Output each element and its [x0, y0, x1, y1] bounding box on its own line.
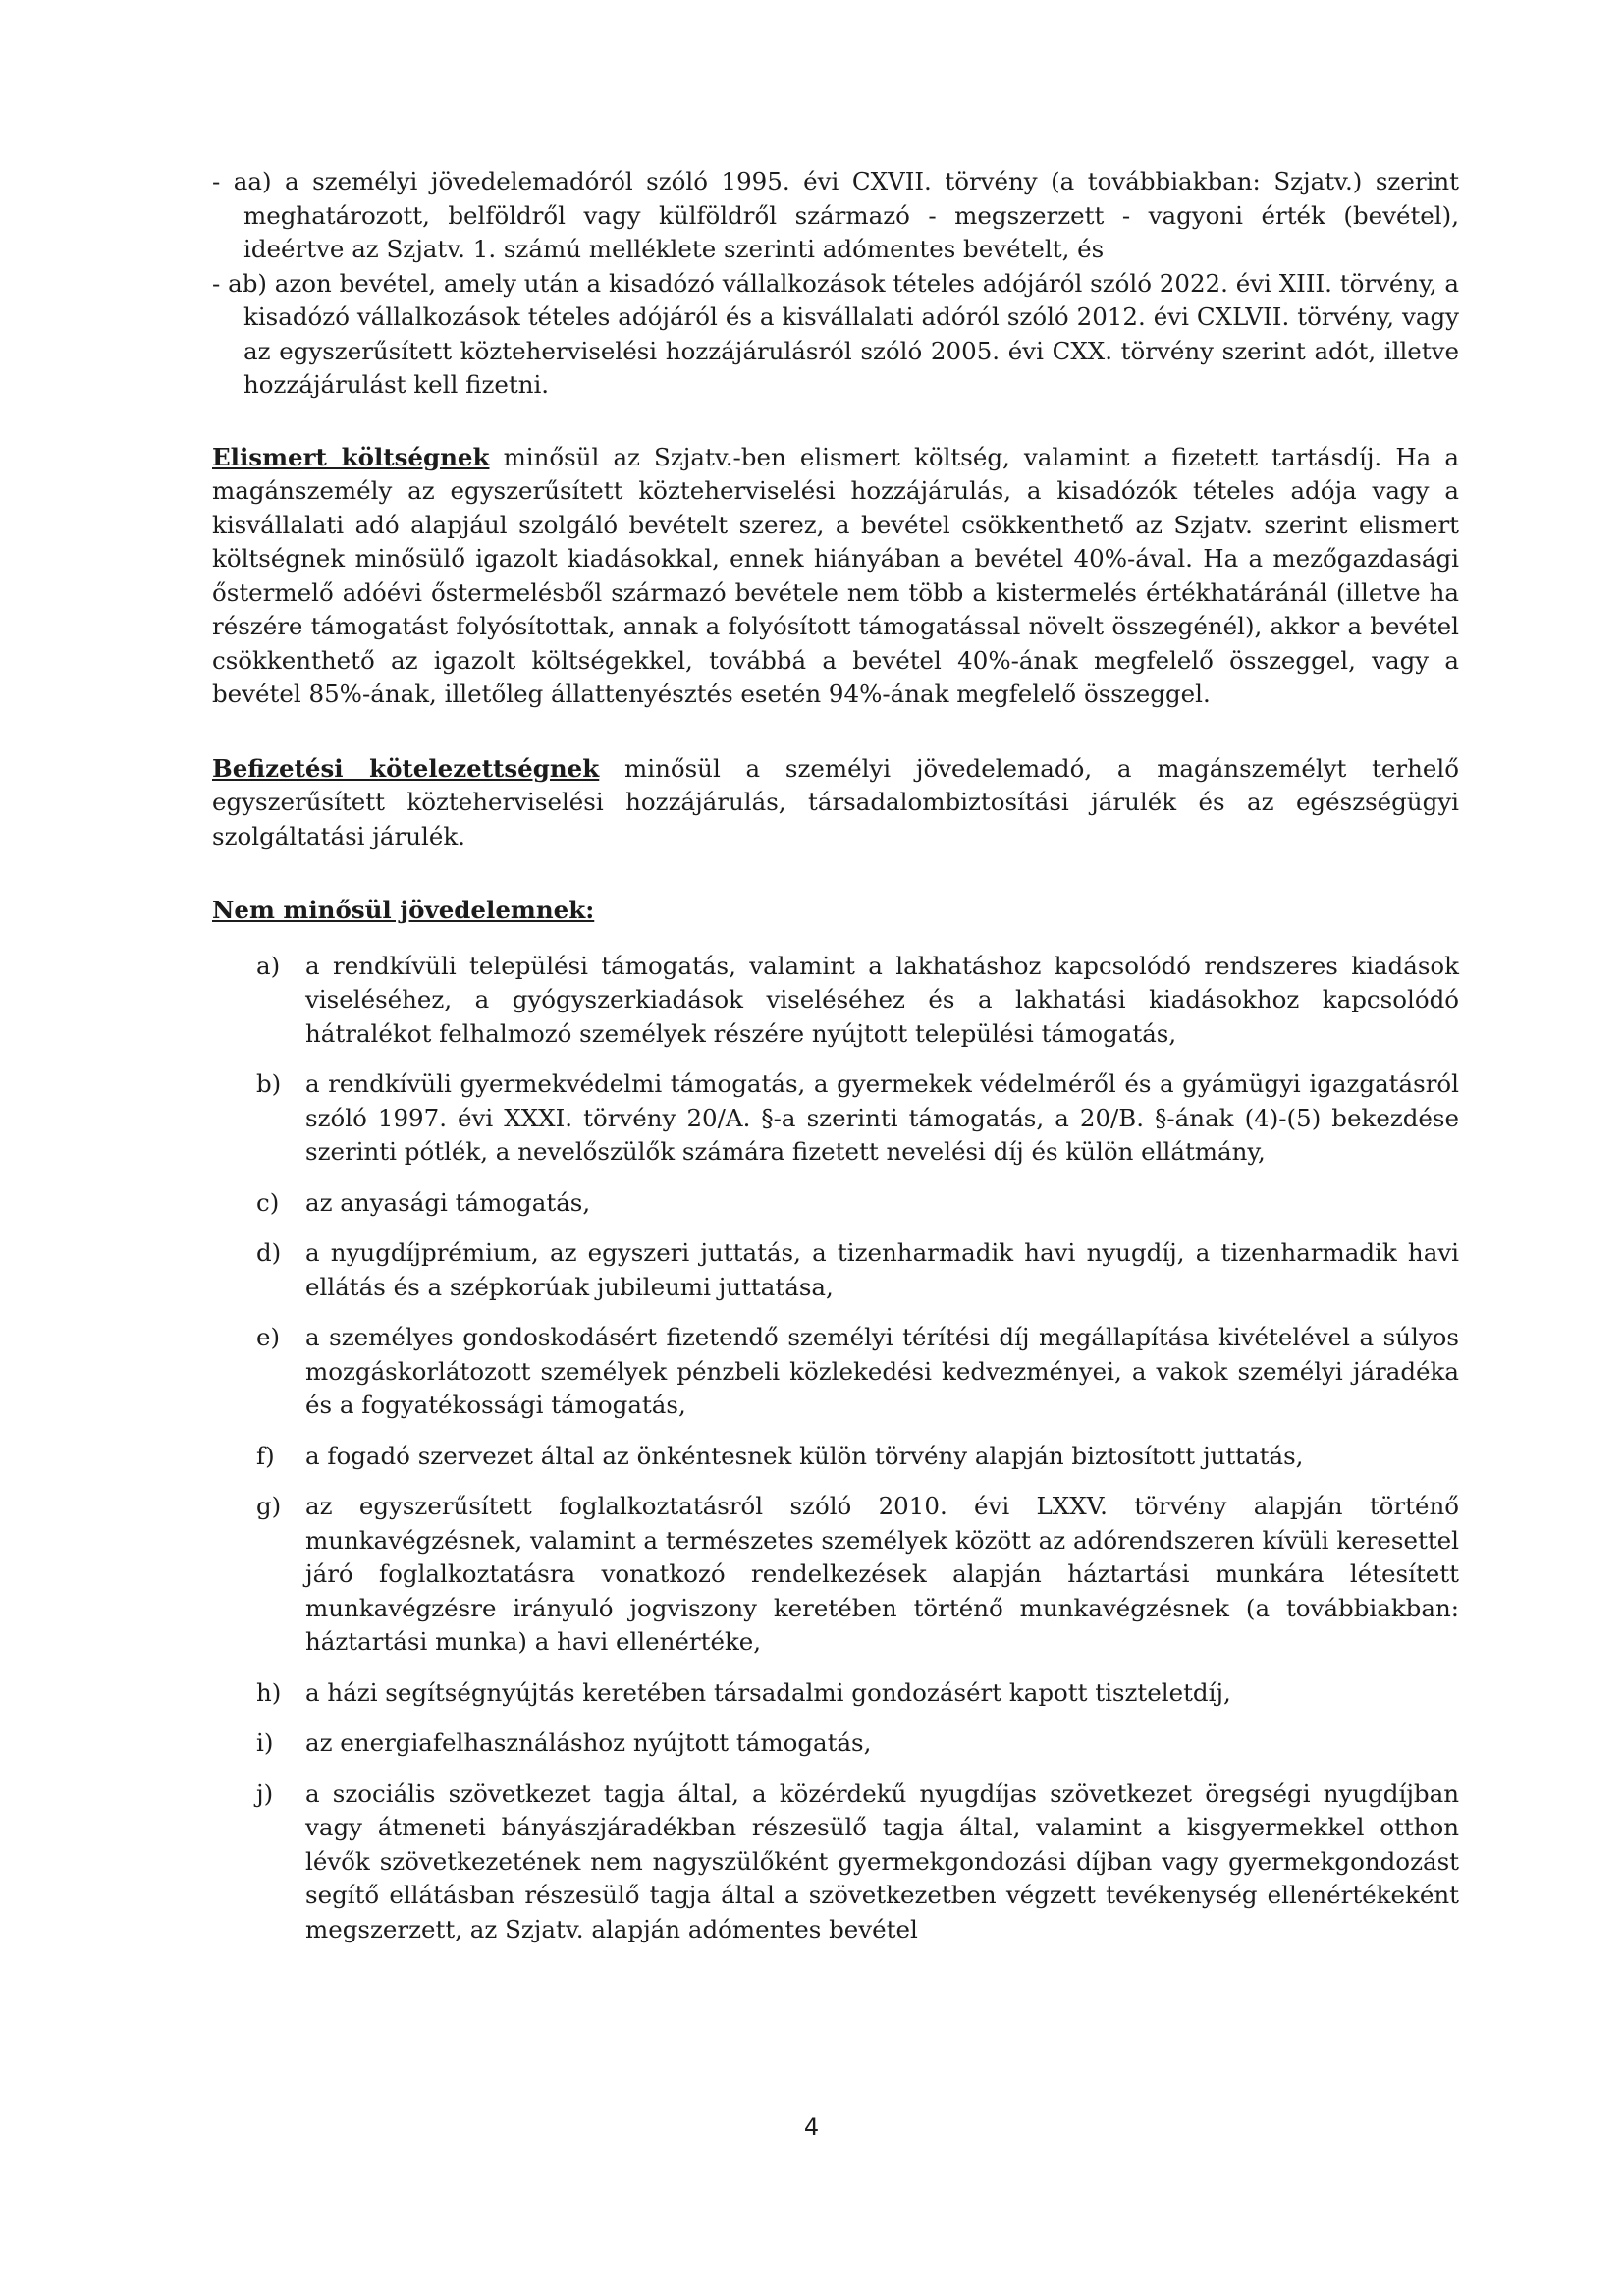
intro-item-aa: - aa) a személyi jövedelemadóról szóló 1995. évi CXVII. törvény (a továbbiakban: Szjatv.) szerint meghatározott, belföldről vagy külföldről származó - megszerzett - vagyoni érték (bevétel), ideértve az Szjatv. 1. számú melléklete szerinti adómentes bevételt, és: [212, 167, 1459, 263]
list-item: [212, 1321, 1459, 1423]
list-item-marker: h): [256, 1677, 282, 1707]
list-item: [212, 1186, 1459, 1221]
list-item-text: a rendkívüli gyermekvédelmi támogatás, a gyermekek védelméről és a gyámügyi igazgatásról szóló 1997. évi XXXI. törvény 20/A. §-a szerinti támogatás, a 20/B. §-ának (4)-(5) bekezdése szerinti pótlék, a nevelőszülők számára fizetett nevelési díj és külön ellátmány,: [305, 1069, 1459, 1166]
list-item: [212, 1440, 1459, 1474]
befizetesi-kotelezettseg-text: minősül a személyi jövedelemadó, a magánszemélyt terhelő egyszerűsített közteherviselési hozzájárulás, társadalombiztosítási járulék és az egészségügyi szolgáltatási járulék.: [212, 753, 1460, 850]
befizetesi-kotelezettseg-paragraph: [212, 752, 1459, 854]
list-item-text: az egyszerűsített foglalkoztatásról szóló 2010. évi LXXV. törvény alapján történő munkavégzésnek, valamint a természetes személyek között az adórendszeren kívüli keresettel járó foglalkoztatásra vonatkozó rendelkezések alapján háztartási munkára létesített munkavégzésre irányuló jogviszony keretében történő munkavégzésnek (a továbbiakban: háztartási munka) a havi ellenértéke,: [305, 1492, 1459, 1656]
list-item-text: a nyugdíjprémium, az egyszeri juttatás, a tizenharmadik havi nyugdíj, a tizenharmadik havi ellátás és a szépkorúak jubileumi juttatása,: [305, 1238, 1459, 1301]
list-item: [212, 950, 1459, 1052]
list-item-marker: g): [256, 1492, 282, 1520]
befizetesi-kotelezettseg-term: Befizetési kötelezettségnek: [212, 753, 600, 783]
elismert-koltseg-term: Elismert költségnek: [212, 442, 490, 471]
list-item-marker: e): [256, 1323, 281, 1351]
elismert-koltseg-paragraph: [212, 441, 1459, 712]
list-item-text: a házi segítségnyújtás keretében társadalmi gondozásért kapott tiszteletdíj,: [305, 1677, 1231, 1707]
list-item: [212, 1676, 1459, 1711]
list-item: [212, 1490, 1459, 1660]
list-item-marker: d): [256, 1238, 282, 1267]
list-item-text: a fogadó szervezet által az önkéntesnek külön törvény alapján biztosított juttatás,: [305, 1441, 1304, 1470]
list-item-text: az energiafelhasználáshoz nyújtott támogatás,: [305, 1728, 872, 1757]
nem-minosul-list: [212, 950, 1459, 1947]
list-item: [212, 1067, 1459, 1170]
list-item-marker: b): [256, 1069, 282, 1098]
list-item-text: a szociális szövetkezet tagja által, a közérdekű nyugdíjas szövetkezet öregségi nyugdíjban vagy átmeneti bányászjáradékban részesülő tagja által, valamint a kisgyermekkel otthon lévők szövetkezetének nem nagyszülőként gyermekgondozási díjban vagy gyermekgondozást segítő ellátásban részesülő tagja által a szövetkezetben végzett tevékenység ellenértékeként megszerzett, az Szjatv. alapján adómentes bevétel: [305, 1778, 1459, 1943]
list-item-marker: j): [256, 1778, 274, 1808]
list-item-marker: c): [256, 1187, 280, 1217]
list-item-text: a személyes gondoskodásért fizetendő személyi térítési díj megállapítása kivételével a súlyos mozgáskorlátozott személyek pénzbeli közlekedési kedvezményei, a vakok személyi járadéka és a fogyatékossági támogatás,: [305, 1323, 1459, 1419]
list-item: [212, 1236, 1459, 1304]
list-item-marker: a): [256, 951, 281, 980]
page-number: 4: [803, 2113, 820, 2141]
elismert-koltseg-text: minősül az Szjatv.-ben elismert költség, valamint a fizetett tartásdíj. Ha a magánszemély az egyszerűsített közteherviselési hozzájárulás, a kisadózók tételes adója vagy a kisvállalati adó alapjául szolgáló bevételt szerez, a bevétel csökkenthető az Szjatv. szerint elismert költségnek minősülő igazolt kiadásokkal, ennek hiányában a bevétel 40%-ával. Ha a mezőgazdasági őstermelő adóévi őstermelésből származó bevétele nem több a kistermelés értékhatáránál (illetve ha részére támogatást folyósítottak, annak a folyósított támogatással növelt összegénél), akkor a bevétel csökkenthető az igazolt költségekkel, továbbá a bevétel 40%-ának megfelelő összeggel, vagy a bevétel 85%-ának, illetőleg állattenyésztés esetén 94%-ának megfelelő összeggel.: [212, 442, 1459, 708]
intro-item-ab: - ab) azon bevétel, amely után a kisadózó vállalkozások tételes adójáról szóló 2022. évi XIII. törvény, a kisadózó vállalkozások tételes adójáról és a kisvállalati adóról szóló 2012. évi CXLVII. törvény, vagy az egyszerűsített közteherviselési hozzájárulásról szóló 2005. évi CXX. törvény szerint adót, illetve hozzájárulást kell fizetni.: [212, 268, 1459, 399]
document-body: [212, 165, 1459, 1963]
list-item-text: a rendkívüli települési támogatás, valamint a lakhatáshoz kapcsolódó rendszeres kiadások viseléséhez, a gyógyszerkiadások viseléséhez és a lakhatási kiadásokhoz kapcsolódó hátralékot felhalmozó személyek részére nyújtott települési támogatás,: [305, 951, 1459, 1048]
list-item-marker: f): [256, 1441, 275, 1470]
list-item: [212, 1726, 1459, 1761]
nem-minosul-heading: Nem minősül jövedelemnek:: [212, 896, 595, 924]
list-item: [212, 1777, 1459, 1947]
list-item-marker: i): [256, 1728, 274, 1757]
intro-section: [212, 165, 1459, 403]
list-item-text: az anyasági támogatás,: [305, 1187, 591, 1217]
